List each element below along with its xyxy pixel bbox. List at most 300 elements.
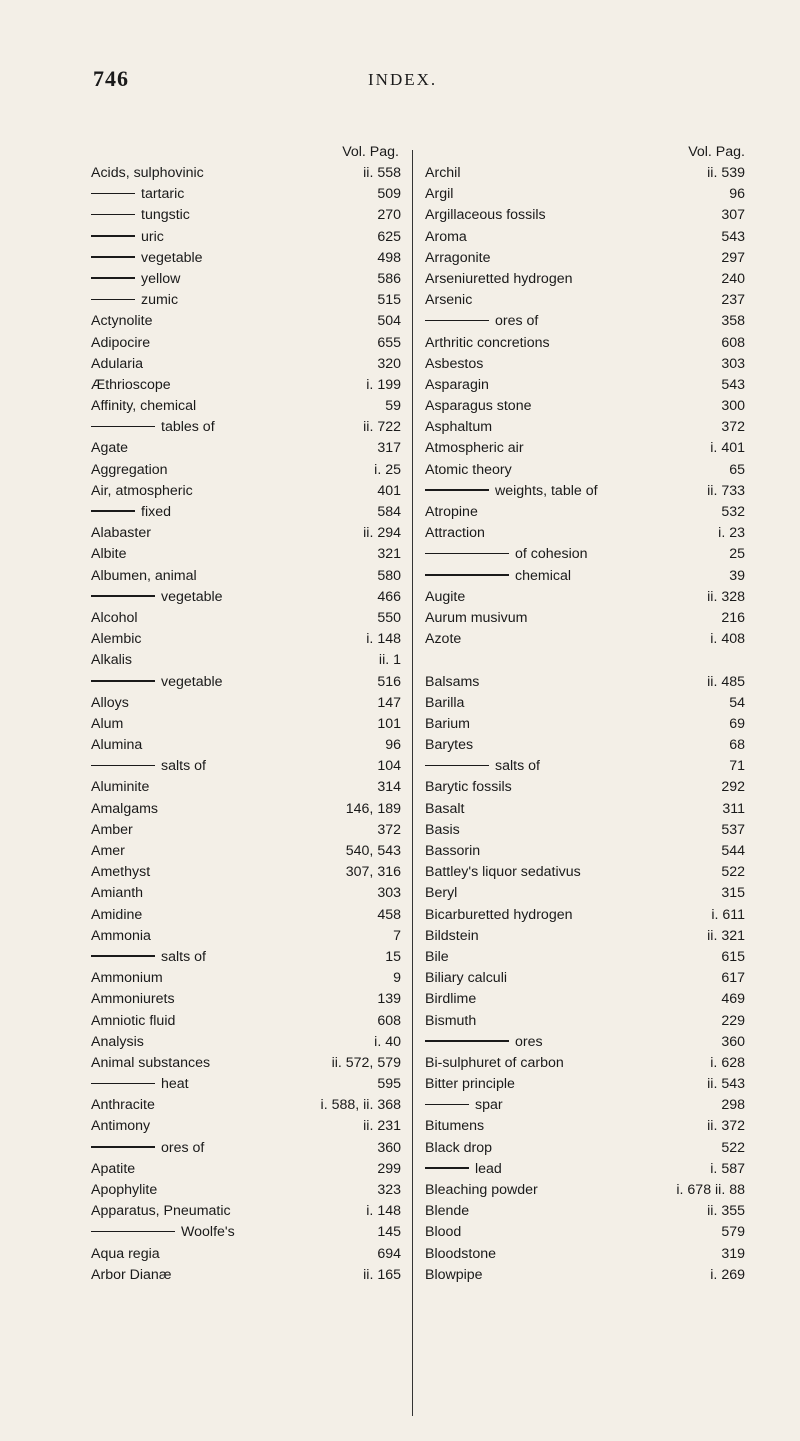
index-entry (425, 587, 745, 608)
index-term-text: Apatite (91, 1160, 136, 1177)
repeat-dash (91, 680, 155, 682)
index-term-text: Arragonite (425, 249, 491, 266)
index-term-text: Archil (425, 165, 461, 181)
index-entry (91, 862, 401, 883)
index-term-text: Arseniuretted hydrogen (425, 270, 573, 287)
index-entry (91, 905, 401, 926)
index-term (91, 1244, 160, 1265)
index-term (425, 1180, 538, 1201)
column-divider (412, 150, 413, 1416)
index-term (425, 1138, 492, 1159)
index-entry (425, 502, 745, 523)
index-entry (425, 481, 745, 502)
index-reference: 299 (377, 1160, 401, 1177)
index-entry (91, 1222, 401, 1243)
index-entry (425, 1053, 745, 1074)
index-reference: 358 (721, 313, 745, 330)
index-term-text: Actynolite (91, 313, 153, 330)
index-entry (91, 820, 401, 841)
index-entry (91, 502, 401, 523)
index-term (91, 883, 143, 904)
index-term-text: Ammoniurets (91, 991, 175, 1008)
index-reference: ii. 558 (363, 165, 401, 181)
left-column-header (91, 142, 401, 163)
index-term (91, 396, 196, 417)
index-entry (425, 523, 745, 544)
index-term-text: Alembic (91, 631, 142, 648)
index-term (425, 1222, 461, 1243)
index-term (91, 375, 171, 396)
index-term (425, 1011, 476, 1032)
index-term-text: ores of (161, 1139, 205, 1156)
index-term (91, 205, 190, 226)
index-term (91, 269, 180, 290)
index-term (425, 502, 478, 523)
index-reference: i. 401 (710, 440, 745, 457)
index-entry (425, 1095, 745, 1116)
index-reference: 372 (721, 419, 745, 436)
vol-pag-label: Vol. Pag. (342, 144, 399, 160)
index-reference: 655 (377, 334, 401, 351)
index-term-text: Balsams (425, 673, 480, 690)
index-term-text: Basis (425, 821, 460, 838)
index-reference: ii. 539 (707, 165, 745, 181)
index-reference: 139 (377, 991, 401, 1008)
index-term-text: Blowpipe (425, 1266, 483, 1283)
index-term-text: Basalt (425, 800, 465, 817)
index-term (425, 248, 490, 269)
index-entry (425, 926, 745, 947)
index-term-text: Blood (425, 1224, 462, 1241)
index-entry (91, 1244, 401, 1265)
index-reference: 323 (377, 1182, 401, 1198)
index-entry (91, 1032, 401, 1053)
index-entry (425, 1265, 745, 1286)
index-entry (425, 968, 745, 989)
index-term-text: Alum (91, 715, 124, 732)
index-reference: ii. 733 (707, 482, 745, 499)
index-term-text: Argillaceous fossils (425, 207, 546, 224)
index-reference: 39 (729, 567, 745, 584)
index-entry (425, 248, 745, 269)
index-term-text: Air, atmospheric (91, 482, 193, 499)
index-entry (91, 460, 401, 481)
index-reference: 292 (721, 779, 745, 796)
index-term (425, 1053, 564, 1074)
index-reference: ii. 328 (707, 588, 745, 605)
index-entry (91, 375, 401, 396)
index-entry (91, 968, 401, 989)
left-entry-list (91, 163, 401, 1286)
index-term-text: Æthrioscope (91, 376, 171, 393)
index-reference: 307, 316 (345, 864, 401, 881)
index-term-text: chemical (515, 567, 571, 584)
index-term-text: Atropine (425, 504, 478, 520)
index-reference: 537 (721, 821, 745, 838)
index-term (425, 1095, 503, 1116)
index-entry (91, 926, 401, 947)
index-term-text: Ammonia (91, 927, 151, 944)
index-term-text: Agate (91, 440, 129, 457)
index-entry (425, 460, 745, 481)
index-entry (425, 1011, 745, 1032)
index-reference: 298 (721, 1097, 745, 1114)
index-term-text: Analysis (91, 1033, 144, 1050)
index-term (91, 184, 184, 205)
index-term (91, 1011, 175, 1032)
index-term (425, 184, 453, 205)
index-entry (91, 566, 401, 587)
index-reference: 580 (377, 567, 401, 584)
index-entry (91, 1095, 401, 1116)
index-reference: 516 (377, 673, 401, 690)
index-term (425, 883, 457, 904)
index-term-text: Bassorin (425, 843, 481, 859)
index-entry (91, 989, 401, 1010)
index-entry (425, 544, 745, 565)
index-reference: 68 (729, 737, 745, 754)
index-term (91, 672, 223, 693)
index-term-text: lead (475, 1160, 502, 1177)
index-term (91, 163, 204, 184)
index-reference: i. 148 (366, 1203, 401, 1220)
left-column (91, 142, 401, 1286)
index-term-text: vegetable (161, 588, 223, 605)
index-term (425, 566, 571, 587)
index-term-text: ores of (495, 313, 539, 330)
index-term (91, 608, 138, 629)
repeat-dash (425, 765, 489, 767)
index-reference: i. 628 (710, 1054, 745, 1071)
index-entry (425, 184, 745, 205)
index-entry (425, 417, 745, 438)
index-reference: 303 (377, 885, 401, 902)
index-term (91, 862, 150, 883)
index-reference: 65 (729, 461, 745, 478)
repeat-dash (425, 1167, 469, 1169)
index-term (425, 989, 476, 1010)
index-reference: 595 (377, 1076, 401, 1093)
index-term-text: Atomic theory (425, 461, 512, 478)
index-reference: 71 (729, 758, 745, 775)
index-term (425, 290, 472, 311)
index-term-text: tartaric (141, 186, 185, 203)
index-entry (91, 714, 401, 735)
index-term (91, 1222, 235, 1243)
index-reference: 504 (377, 313, 401, 330)
index-term (91, 1095, 155, 1116)
index-reference: 69 (729, 715, 745, 732)
index-entry (91, 227, 401, 248)
index-term (425, 714, 470, 735)
index-reference: 469 (721, 991, 745, 1008)
index-term-text: Barilla (425, 694, 465, 711)
index-term (425, 375, 489, 396)
right-column-header (425, 142, 745, 163)
index-term (91, 693, 129, 714)
index-reference: 372 (377, 821, 401, 838)
index-reference: 314 (377, 779, 401, 796)
index-entry (425, 354, 745, 375)
repeat-dash (91, 426, 155, 428)
index-reference: 307 (721, 207, 745, 224)
index-entry (425, 290, 745, 311)
index-reference: 522 (721, 1139, 745, 1156)
index-reference: 498 (377, 249, 401, 266)
index-entry (425, 1222, 745, 1243)
index-entry (91, 1116, 401, 1137)
index-term (91, 629, 141, 650)
index-entry (91, 269, 401, 290)
page-title: INDEX. (368, 70, 438, 89)
index-term (91, 587, 223, 608)
section-gap (425, 650, 745, 671)
index-term-text: Arbor Dianæ (91, 1266, 172, 1283)
index-reference: i. 40 (374, 1033, 401, 1050)
index-term (91, 502, 171, 523)
repeat-dash (91, 1231, 175, 1233)
index-entry (425, 438, 745, 459)
index-term (425, 311, 538, 332)
index-term (91, 989, 175, 1010)
index-entry (425, 672, 745, 693)
index-term (425, 544, 588, 565)
index-term (91, 290, 178, 311)
index-reference: 579 (721, 1224, 745, 1241)
index-term (91, 311, 153, 332)
index-term (91, 417, 215, 438)
index-entry (91, 799, 401, 820)
index-term-text: vegetable (161, 673, 223, 690)
index-reference: 522 (721, 864, 745, 881)
index-term (91, 1180, 157, 1201)
index-entry (91, 396, 401, 417)
index-entry (425, 693, 745, 714)
index-term-text: ores (515, 1033, 543, 1050)
index-reference: 237 (721, 292, 745, 309)
index-entry (91, 883, 401, 904)
index-term-text: Adipocire (91, 334, 151, 351)
index-term-text: Amber (91, 821, 133, 838)
index-term-text: uric (141, 228, 164, 245)
index-reference: ii. 321 (707, 927, 745, 944)
vol-pag-label: Vol. Pag. (688, 144, 745, 160)
repeat-dash (425, 553, 509, 555)
index-term (91, 650, 132, 671)
index-reference: 401 (377, 482, 401, 499)
page-number: 746 (93, 66, 129, 91)
index-reference: 59 (385, 398, 401, 415)
index-entry (91, 544, 401, 565)
index-term (425, 481, 598, 502)
index-reference: 466 (377, 588, 401, 605)
index-term-text: Amidine (91, 906, 143, 923)
index-entry (425, 947, 745, 968)
index-term-text: Argil (425, 186, 454, 203)
repeat-dash (91, 510, 135, 512)
index-entry (91, 184, 401, 205)
index-reference: 320 (377, 355, 401, 372)
index-term-text: Animal substances (91, 1054, 211, 1071)
index-term (425, 523, 485, 544)
index-entry (91, 523, 401, 544)
index-entry (91, 1159, 401, 1180)
index-term-text: Azote (425, 631, 462, 648)
repeat-dash (425, 1104, 469, 1106)
index-term (91, 523, 151, 544)
index-reference: i. 408 (710, 631, 745, 648)
index-term-text: Bitter principle (425, 1076, 515, 1093)
index-term-text: Biliary calculi (425, 970, 507, 987)
index-term-text: Asparagus stone (425, 398, 532, 415)
repeat-dash (91, 277, 135, 279)
index-entry (91, 481, 401, 502)
index-entry (91, 1053, 401, 1074)
index-reference: ii. 1 (378, 652, 401, 669)
index-term (425, 354, 483, 375)
index-reference: ii. 294 (363, 525, 401, 542)
index-term (91, 968, 163, 989)
index-reference: 9 (393, 970, 401, 987)
index-reference: 458 (377, 906, 401, 923)
index-entry (425, 735, 745, 756)
repeat-dash (425, 489, 489, 491)
index-term-text: Alkalis (91, 652, 132, 669)
index-term (425, 799, 464, 820)
index-entry (91, 248, 401, 269)
index-term-text: Apparatus, Pneumatic (91, 1203, 231, 1220)
index-term-text: Antimony (91, 1118, 151, 1135)
index-term-text: Apophylite (91, 1182, 158, 1198)
index-term (91, 248, 203, 269)
index-term (425, 629, 461, 650)
index-term (425, 587, 465, 608)
index-term (425, 1159, 502, 1180)
index-term-text: salts of (161, 758, 206, 775)
repeat-dash (91, 1083, 155, 1085)
index-term (91, 333, 150, 354)
index-term-text: zumic (141, 292, 179, 309)
index-term (425, 205, 546, 226)
index-entry (425, 905, 745, 926)
index-reference: 311 (722, 800, 745, 817)
index-entry (425, 566, 745, 587)
index-entry (91, 290, 401, 311)
index-term-text: Alcohol (91, 609, 138, 626)
index-entry (425, 1159, 745, 1180)
index-reference: 145 (377, 1224, 401, 1241)
index-entry (425, 714, 745, 735)
index-entry (91, 333, 401, 354)
index-term-text: salts of (161, 948, 206, 965)
index-entry (425, 841, 745, 862)
index-term (425, 693, 464, 714)
index-term-text: Bleaching powder (425, 1182, 538, 1198)
index-term-text: salts of (495, 758, 540, 775)
index-entry (91, 1011, 401, 1032)
index-term (425, 1074, 515, 1095)
index-reference: 694 (377, 1245, 401, 1262)
index-reference: 317 (377, 440, 401, 457)
index-entry (91, 672, 401, 693)
index-entry (91, 1265, 401, 1286)
repeat-dash (425, 320, 489, 322)
repeat-dash (425, 574, 509, 576)
index-entry (91, 1074, 401, 1095)
repeat-dash (91, 955, 155, 957)
index-reference: 550 (377, 609, 401, 626)
index-term-text: Albumen, animal (91, 567, 197, 584)
index-entry (425, 1074, 745, 1095)
index-reference: 543 (721, 376, 745, 393)
index-entry (425, 820, 745, 841)
index-term (425, 756, 540, 777)
index-term (425, 1116, 484, 1137)
index-term (425, 968, 507, 989)
index-reference: ii. 165 (363, 1266, 401, 1283)
index-term-text: weights, table of (495, 482, 598, 499)
index-term (425, 1201, 469, 1222)
index-reference: 544 (721, 843, 745, 859)
index-term (425, 820, 460, 841)
index-term-text: tables of (161, 419, 215, 436)
index-entry (425, 608, 745, 629)
index-term (91, 544, 127, 565)
index-term-text: Arsenic (425, 292, 473, 309)
index-term-text: Birdlime (425, 991, 477, 1008)
index-reference: 532 (721, 504, 745, 520)
index-entry (91, 947, 401, 968)
index-entry (91, 608, 401, 629)
index-reference: 360 (377, 1139, 401, 1156)
index-entry (425, 862, 745, 883)
index-entry (91, 163, 401, 184)
index-term-text: Beryl (425, 885, 458, 902)
index-term (91, 947, 206, 968)
index-entry (91, 438, 401, 459)
index-reference: ii. 572, 579 (331, 1054, 401, 1071)
index-entry (425, 311, 745, 332)
index-term-text: Barium (425, 715, 470, 732)
index-entry (425, 375, 745, 396)
index-term (425, 735, 473, 756)
index-term (91, 1116, 150, 1137)
index-entry (425, 227, 745, 248)
index-term-text: Anthracite (91, 1097, 155, 1114)
index-reference: i. 148 (366, 631, 401, 648)
index-entry (425, 777, 745, 798)
index-term-text: Bicarburetted hydrogen (425, 906, 573, 923)
index-entry (425, 269, 745, 290)
index-reference: 608 (721, 334, 745, 351)
index-term (91, 460, 168, 481)
index-entry (91, 1201, 401, 1222)
index-term-text: Bi-sulphuret of carbon (425, 1054, 564, 1071)
index-entry (425, 756, 745, 777)
index-reference: i. 587 (710, 1160, 745, 1177)
repeat-dash (91, 214, 135, 216)
index-reference: 315 (721, 885, 745, 902)
repeat-dash (91, 1146, 155, 1148)
index-term (425, 1032, 543, 1053)
index-term-text: Aggregation (91, 461, 168, 478)
index-entry (425, 799, 745, 820)
index-entry (91, 756, 401, 777)
index-term (91, 756, 206, 777)
index-term-text: Amer (91, 843, 125, 859)
repeat-dash (91, 193, 135, 195)
index-entry (91, 777, 401, 798)
